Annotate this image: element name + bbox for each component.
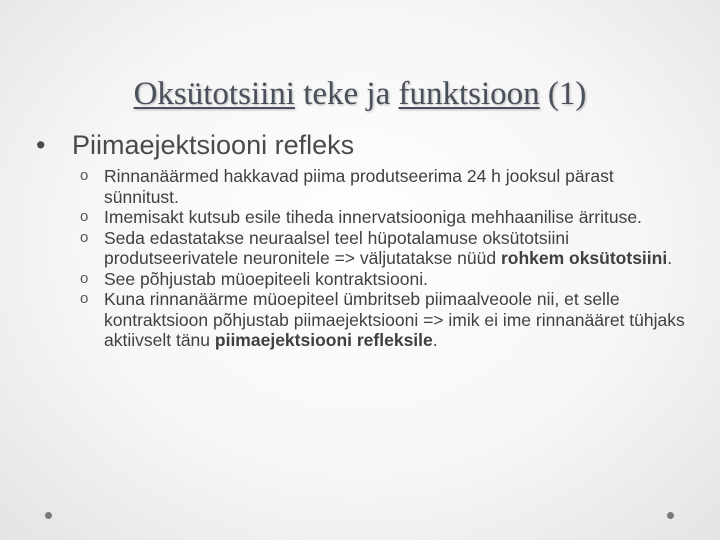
list-item-bold-text: rohkem oksütotsiini [500, 248, 668, 268]
list-item-text: See põhjustab müoepiteeli kontraktsiooni. [104, 268, 428, 289]
corner-dot-left-icon [45, 512, 52, 519]
bullet-dot-icon: • [36, 130, 46, 160]
main-bullet [36, 130, 354, 161]
list-item [80, 228, 690, 269]
list-item-text: Rinnanäärmed hakkavad piima produtseerima 24 h jooksul pärast sünnitust. [104, 166, 614, 207]
list-item [80, 269, 690, 290]
list-item-text-end: . [432, 330, 438, 350]
list-item [80, 289, 690, 351]
circle-bullet-icon: o [80, 269, 89, 287]
circle-bullet-icon: o [80, 208, 89, 225]
title-keyword-function: funktsioon [398, 76, 540, 112]
title-text: teke ja [294, 76, 399, 112]
corner-dot-right-icon [667, 512, 674, 519]
circle-bullet-icon: o [80, 290, 89, 307]
list-item [80, 166, 690, 207]
list-item-text: Seda edastatakse neuraalsel teel hüpotalamuse oksütotsiini produtseerivatele neuronitele => väljutatakse nüüd [104, 227, 570, 268]
sub-bullet-list [80, 166, 690, 351]
circle-bullet-icon: o [80, 228, 89, 246]
list-item-text: Kuna rinnanäärme müoepiteel ümbritseb piimaalveoole nii, et selle kontraktsioon põhjustab piimaejektsiooni => imik ei ime rinnanääret tühjaks aktiivselt tänu [104, 289, 685, 350]
circle-bullet-icon: o [80, 167, 89, 184]
title-keyword-oxytocin: Oksütotsiini [133, 76, 295, 112]
list-item-text: Imemisakt kutsub esile tiheda innervatsiooniga mehhaanilise ärrituse. [104, 207, 642, 227]
slide-title [0, 76, 720, 113]
list-item-bold-text: piimaejektsiooni refleksile [214, 330, 433, 350]
main-bullet-text: Piimaejektsiooni refleks [72, 130, 355, 160]
title-number: (1) [539, 76, 587, 112]
list-item-text-end: . [667, 248, 673, 268]
list-item [80, 207, 690, 228]
